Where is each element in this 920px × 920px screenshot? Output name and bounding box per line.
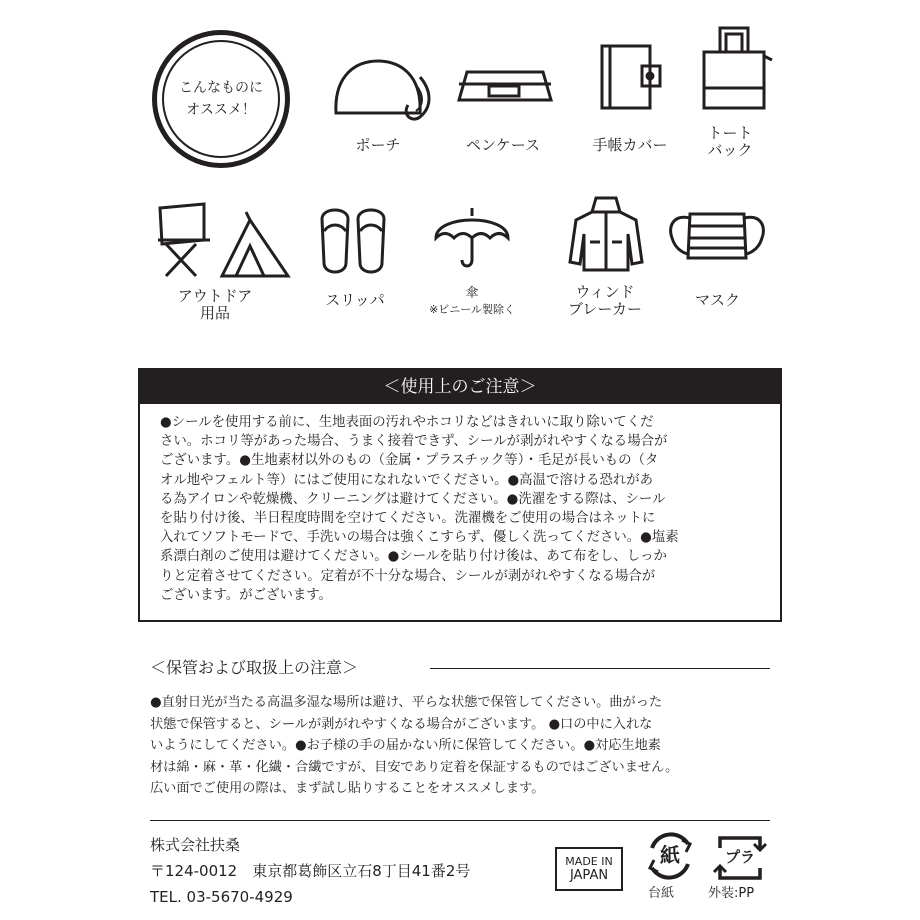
caution-line: 系漂白剤のご使用は避けてください。●シールを貼り付け後は、あて布をし、しっか [160,549,667,565]
outdoor-label-2: 用品 [199,304,230,322]
tote-bag-icon [700,22,776,112]
company-address: 〒124-0012 東京都葛飾区立石8丁目41番2号 [150,862,471,880]
caution-line: りと定着させてください。定着が不十分な場合、シールが剥がれやすくなる場合が [160,568,656,584]
item-label-tote-bag [700,125,760,159]
badge-line-1: こんなものに [179,80,263,96]
storage-caution-body [150,692,790,800]
storage-line: 状態で保管すると、シールが剥がれやすくなる場合がございます。 ●口の中に入れな [150,716,653,732]
outdoor-label-1: アウトドア [177,287,253,305]
company-info [150,832,470,910]
caution-line: ●シールを使用する前に、生地表面の汚れやホコリなどはきれいに取り除いてくだ [160,415,654,430]
item-label-pouch: ポーチ [355,136,401,154]
item-label-mask: マスク [694,291,740,309]
storage-divider [430,668,770,669]
recommend-badge-inner [162,40,280,158]
tote-label-2: バック [707,141,753,159]
outdoor-gear-icon [150,200,300,280]
usage-caution-title: ＜使用上のご注意＞ [140,370,780,404]
item-label-outdoor [170,288,260,322]
item-label-slippers: スリッパ [325,291,385,309]
usage-caution-box [138,368,782,622]
paper-recycle-icon [642,830,698,882]
badge-line-2: オススメ！ [186,102,256,118]
pouch-icon [328,55,438,125]
usage-caution-body [140,404,780,605]
company-name: 株式会社扶桑 [150,836,241,854]
plastic-recycle-glyph: プラ [724,848,755,866]
storage-line: 広い面でご使用の際は、まず試し貼りすることをオススメします。 [150,781,545,797]
caution-line: さい。ホコリ等があった場合、うまく接着できず、シールが剥がれやすくなる場合が [160,434,668,450]
slippers-icon [318,205,388,275]
umbrella-label: 傘 [465,286,479,301]
caution-line: る為アイロンや乾燥機、クリーニングは避けてください。●洗濯をする際は、シール [160,491,666,507]
pen-case-icon [455,66,555,106]
plastic-recycle-icon [712,832,768,884]
mask-icon [666,208,768,264]
paper-recycle-glyph: 紙 [660,843,680,867]
caution-line: を貼り付け後、半日程度時間を空けてください。洗濯機をご使用の場合はネットに [160,511,656,527]
caution-line: オル地やフェルト等）にはご使用になれないでください。●高温で溶ける恐れがあ [160,472,654,488]
plastic-recycle-label: 外装:PP [708,886,755,901]
storage-line: いようにしてください。●お子様の手の届かない所に保管してください。●対応生地素 [150,738,661,754]
company-tel: TEL. 03-5670-4929 [150,888,293,906]
made-in-line-1: MADE IN [565,855,613,868]
recommend-badge [152,30,290,168]
notebook-cover-icon [596,42,666,112]
windbreaker-label-2: ブレーカー [567,300,643,318]
item-label-notebook-cover: 手帳カバー [592,136,668,154]
caution-line: ございます。●生地素材以外のもの（金属・プラスチック等）・毛足が長いもの（タ [160,453,659,469]
caution-line: 入れてソフトモードで、手洗いの場合は強くこすらず、優しく洗ってください。●塩素 [160,530,679,546]
windbreaker-icon [566,194,646,274]
umbrella-note: ※ビニール製除く [429,303,515,316]
footer-divider [150,820,770,821]
made-in-line-2: JAPAN [569,868,609,883]
tote-label-1: トート [707,124,753,142]
umbrella-icon [432,202,512,272]
item-label-umbrella [412,285,532,318]
made-in-japan-mark [555,847,623,891]
storage-line: ●直射日光が当たる高温多湿な場所は避け、平らな状態で保管してください。曲がった [150,695,663,710]
item-label-pen-case: ペンケース [466,136,540,154]
storage-line: 材は綿・麻・革・化繊・合繊ですが、目安であり定着を保証するものではございません。 [150,759,679,775]
storage-caution-title: ＜保管および取扱上の注意＞ [150,658,359,677]
windbreaker-label-1: ウィンド [575,283,635,301]
caution-line: ございます。がございます。 [160,587,332,603]
paper-recycle-label: 台紙 [648,886,675,901]
item-label-windbreaker [555,284,655,318]
